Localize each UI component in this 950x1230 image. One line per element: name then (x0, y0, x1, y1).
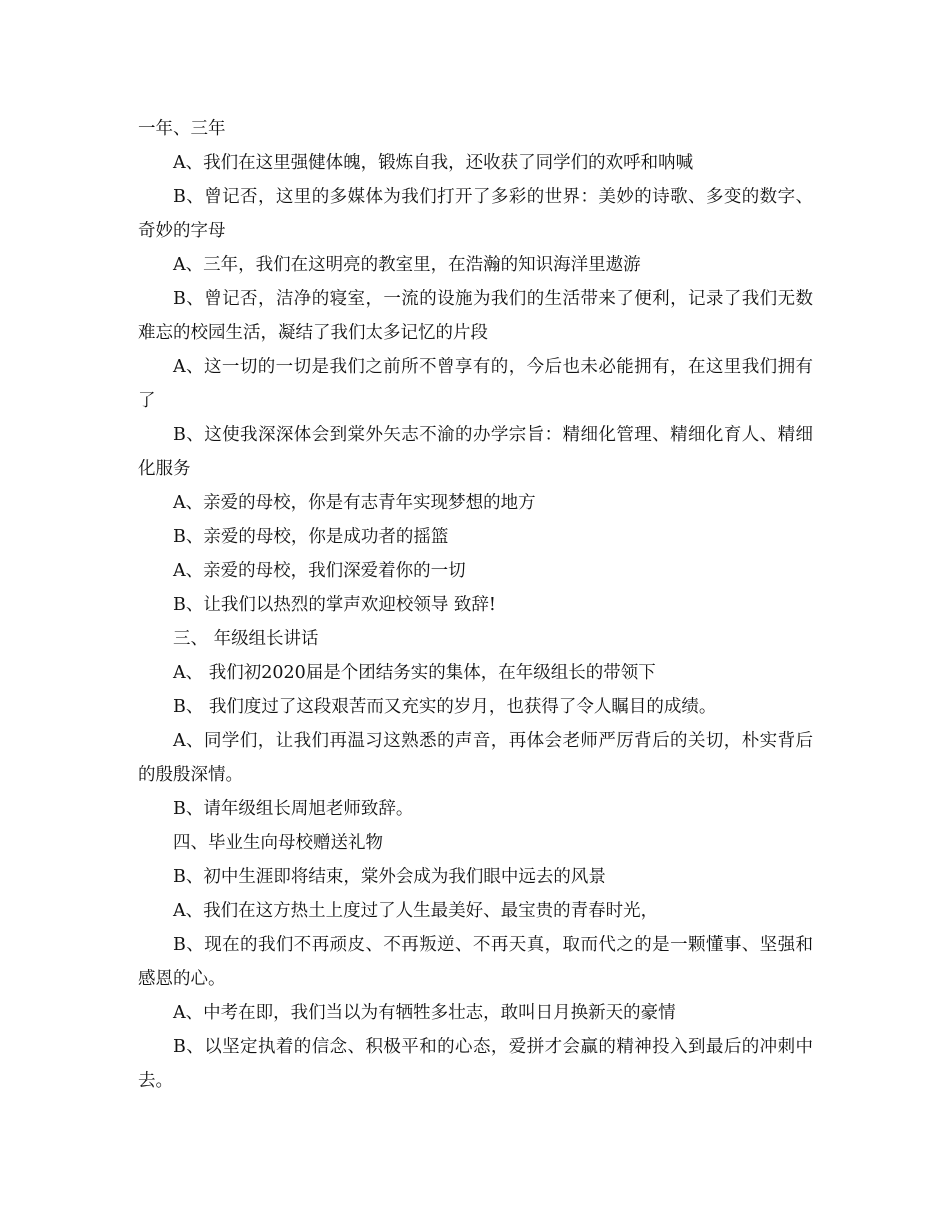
paragraph-line: B、这使我深深体会到棠外矢志不渝的办学宗旨：精细化管理、精细化育人、精细化服务 (138, 425, 813, 479)
paragraph-line: B、初中生涯即将结束，棠外会成为我们眼中远去的风景 (173, 867, 606, 887)
paragraph-line: B、以坚定执着的信念、积极平和的心态，爱拼才会赢的精神投入到最后的冲刺中去。 (138, 1037, 813, 1091)
paragraph-line: A、 我们初2020届是个团结务实的集体，在年级组长的带领下 (173, 663, 656, 683)
paragraph-line: B、 我们度过了这段艰苦而又充实的岁月，也获得了令人瞩目的成绩。 (173, 697, 717, 717)
paragraph-line: B、请年级组长周旭老师致辞。 (173, 799, 414, 819)
paragraph-line: B、亲爱的母校，你是成功者的摇篮 (173, 527, 449, 547)
paragraph-line: A、同学们，让我们再温习这熟悉的声音，再体会老师严厉背后的关切，朴实背后的殷殷深情。 (138, 731, 813, 785)
paragraph-line: A、这一切的一切是我们之前所不曾享有的，今后也未必能拥有，在这里我们拥有了 (138, 357, 813, 411)
paragraph-line: A、我们在这方热土上度过了人生最美好、最宝贵的青春时光， (173, 901, 659, 921)
paragraph-line: B、让我们以热烈的掌声欢迎校领导 致辞! (173, 595, 496, 615)
section-heading-four: 四、毕业生向母校赠送礼物 (173, 833, 383, 853)
paragraph-line: B、曾记否，洁净的寝室，一流的设施为我们的生活带来了便利，记录了我们无数难忘的校园生活，凝结了我们太多记忆的片段 (138, 289, 813, 343)
paragraph-line: A、亲爱的母校，你是有志青年实现梦想的地方 (173, 493, 536, 513)
paragraph-line: B、现在的我们不再顽皮、不再叛逆、不再天真，取而代之的是一颗懂事、坚强和感恩的心。 (138, 935, 813, 989)
paragraph-line: B、曾记否，这里的多媒体为我们打开了多彩的世界：美妙的诗歌、多变的数字、奇妙的字母 (138, 187, 813, 241)
paragraph-line: A、中考在即，我们当以为有牺牲多壮志，敢叫日月换新天的豪情 (173, 1003, 676, 1023)
paragraph-line: A、我们在这里强健体魄，锻炼自我，还收获了同学们的欢呼和呐喊 (173, 153, 694, 173)
section-heading-three: 三、 年级组长讲话 (173, 629, 319, 649)
document-page (138, 112, 813, 1098)
paragraph-line: A、亲爱的母校，我们深爱着你的一切 (173, 561, 466, 581)
paragraph-line: A、三年，我们在这明亮的教室里，在浩瀚的知识海洋里遨游 (173, 255, 641, 275)
paragraph-section-heading: 一年、三年 (138, 119, 226, 139)
